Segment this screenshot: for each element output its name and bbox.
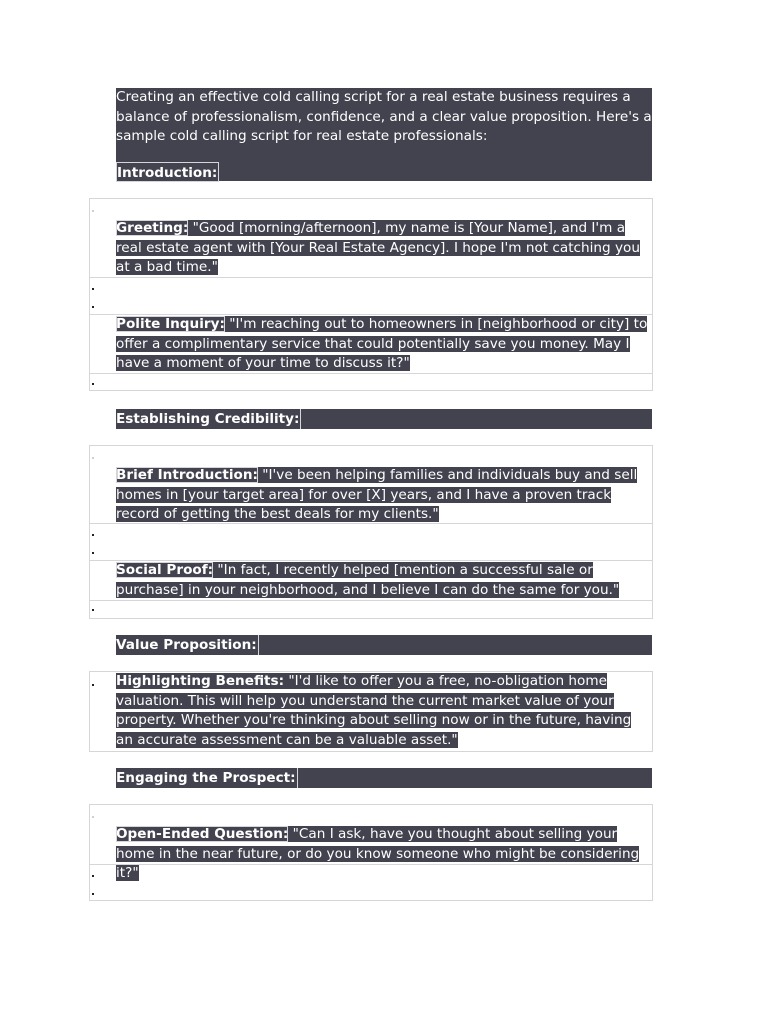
list-bullet [92,875,96,879]
open-ended-question-text: "Can I ask, have you thought about selling your home in the near future, or do you know someone who might be considering it?" [116,826,640,882]
highlighting-benefits-text: "I'd like to offer you a free, no-obligation home valuation. This will help you understand the current market value of your property. Whether you're thinking about selling now or in the future, having an accurate assessment can be a valuable asset." [116,673,632,748]
list-bullet [92,552,96,556]
social-proof-label: Social Proof: [116,562,214,578]
polite-inquiry-item [116,315,652,374]
introduction-heading-text: Introduction: [117,165,218,181]
engaging-prospect-heading [116,768,652,788]
brief-introduction-text: "I've been helping families and individuals buy and sell homes in [your target area] for over [X] years, and I have a proven track record of getting the best deals for my clients." [116,467,638,523]
list-bullet [92,893,96,897]
brief-introduction-label: Brief Introduction: [116,467,258,483]
list-bullet [92,306,96,310]
list-bullet [92,609,96,613]
brief-introduction-item [116,466,652,525]
introduction-heading [116,162,219,182]
list-bullet [92,210,96,214]
social-proof-text: "In fact, I recently helped [mention a successful sale or purchase] in your neighborhood, and I believe I can do the same for you." [116,562,620,598]
list-bullet [92,288,96,292]
open-ended-question-label: Open-Ended Question: [116,826,289,842]
credibility-heading-text: Establishing Credibility: [116,411,300,427]
intro-text: Creating an effective cold calling script for a real estate business requires a balance of professionalism, confidence, and a clear value proposition. Here's a sample cold calling script for real estate professionals: [116,89,652,145]
highlighting-benefits-label: Highlighting Benefits: [116,673,285,689]
list-bullet [92,816,96,820]
social-proof-item [116,561,652,600]
credibility-empty-item [89,445,653,466]
highlighting-benefits-item [116,672,652,750]
polite-inquiry-label: Polite Inquiry: [116,316,225,332]
list-bullet [92,383,96,387]
list-bullet [92,534,96,538]
engaging-empty-item [89,804,653,825]
greeting-text: "Good [morning/afternoon], my name is [Your Name], and I'm a real estate agent with [Your Real Estate Agency]. I hope I'm not catching you at a bad time." [116,220,640,276]
open-ended-question-item [116,825,652,884]
credibility-heading [116,409,652,429]
engaging-prospect-heading-text: Engaging the Prospect: [116,770,296,786]
list-bullet [92,457,96,461]
intro-paragraph [116,88,652,147]
value-proposition-heading [116,635,652,655]
greeting-label: Greeting: [116,220,189,236]
greeting-item [116,219,652,278]
introduction-empty-item [89,198,653,219]
value-proposition-heading-text: Value Proposition: [116,637,257,653]
list-bullet [92,684,96,688]
polite-inquiry-text: "I'm reaching out to homeowners in [neighborhood or city] to offer a complimentary service that could potentially save you money. May I have a moment of your time to discuss it?" [116,316,648,372]
